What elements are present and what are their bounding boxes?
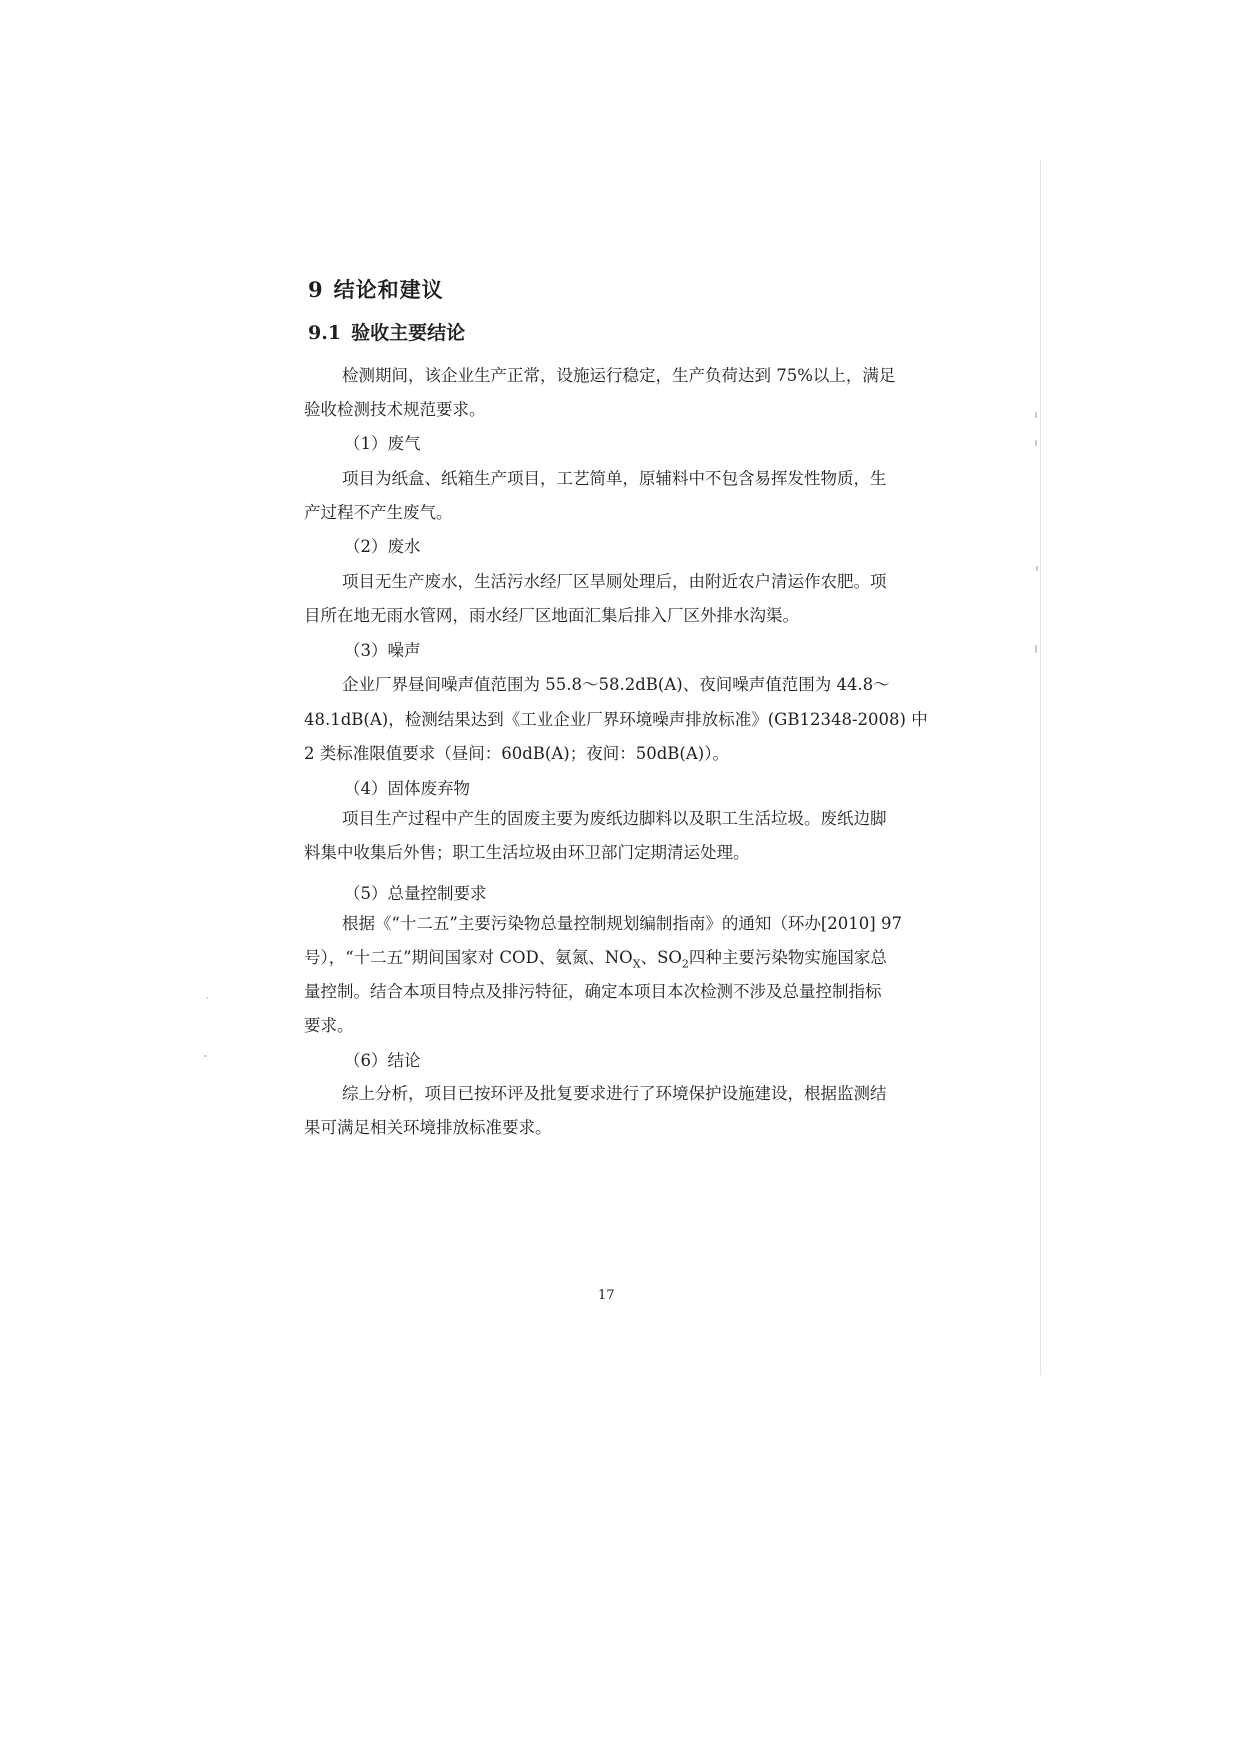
text-run: 号），“十二五”期间国家对 COD、氨氮、NO	[304, 948, 633, 967]
paragraph-line: 48.1dB(A)，检测结果达到《工业企业厂界环境噪声排放标准》(GB12348-2008) 中	[304, 710, 928, 729]
item-label-exhaust: （1）废气	[344, 434, 421, 453]
paragraph-line: 项目无生产废水，生活污水经厂区旱厕处理后，由附近农户清运作农肥。项	[342, 572, 887, 591]
paragraph-line: 根据《“十二五”主要污染物总量控制规划编制指南》的通知（环办[2010] 97	[342, 914, 902, 933]
page-number: 17	[598, 1288, 615, 1303]
chapter-title: 结论和建议	[333, 277, 444, 302]
item-label-solid-waste: （4）固体废弃物	[344, 779, 470, 798]
paragraph-line: 2 类标准限值要求（昼间：60dB(A)；夜间：50dB(A)）。	[304, 744, 729, 763]
paragraph-line: 企业厂界昼间噪声值范围为 55.8～58.2dB(A)、夜间噪声值范围为 44.8～	[342, 675, 890, 694]
paragraph-line: 项目为纸盒、纸箱生产项目，工艺简单，原辅料中不包含易挥发性物质，生	[342, 469, 887, 488]
item-label-noise: （3）噪声	[344, 641, 421, 660]
section-number: 9.1	[308, 322, 342, 344]
paragraph-line: 目所在地无雨水管网，雨水经厂区地面汇集后排入厂区外排水沟渠。	[304, 606, 799, 625]
paragraph-line: 料集中收集后外售；职工生活垃圾由环卫部门定期清运处理。	[304, 843, 750, 862]
paragraph-line: 综上分析，项目已按环评及批复要求进行了环境保护设施建设，根据监测结	[342, 1084, 887, 1103]
paragraph-line: 量控制。结合本项目特点及排污特征，确定本项目本次检测不涉及总量控制指标	[304, 982, 882, 1001]
subscript: 2	[681, 957, 689, 971]
chapter-number: 9	[308, 277, 324, 302]
paragraph-line: 要求。	[304, 1016, 354, 1035]
item-label-total-control: （5）总量控制要求	[344, 884, 487, 903]
paragraph-line	[304, 947, 887, 975]
paragraph-line: 产过程不产生废气。	[304, 503, 453, 522]
subscript: X	[632, 957, 641, 971]
section-heading	[308, 318, 465, 345]
intro-line: 检测期间，该企业生产正常，设施运行稳定，生产负荷达到 75%以上，满足	[342, 366, 896, 385]
text-run: 四种主要污染物实施国家总	[688, 948, 887, 967]
item-label-conclusion: （6）结论	[344, 1051, 421, 1070]
chapter-heading	[308, 274, 444, 304]
section-title: 验收主要结论	[351, 322, 466, 344]
paragraph-line: 项目生产过程中产生的固废主要为废纸边脚料以及职工生活垃圾。废纸边脚	[342, 809, 887, 828]
paragraph-line: 果可满足相关环境排放标准要求。	[304, 1118, 552, 1137]
text-run: 、SO	[640, 948, 682, 967]
intro-line: 验收检测技术规范要求。	[304, 400, 486, 419]
item-label-wastewater: （2）废水	[344, 537, 421, 556]
